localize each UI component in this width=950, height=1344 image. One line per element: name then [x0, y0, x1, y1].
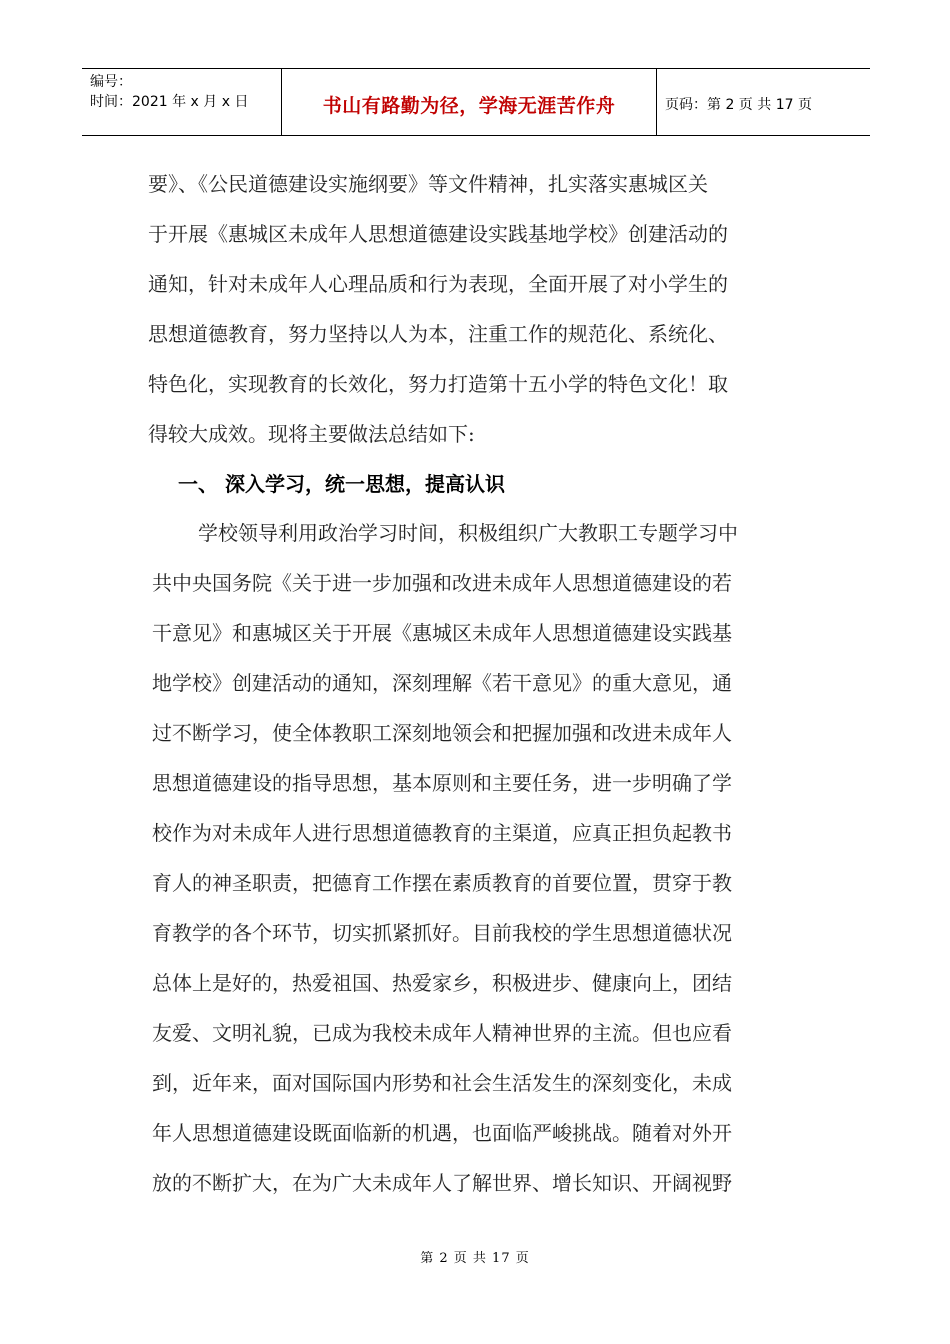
paragraph-line: 校作为对未成年人进行思想道德教育的主渠道，应真正担负起教书: [152, 821, 732, 845]
paragraph-line: 干意见》和惠城区关于开展《惠城区未成年人思想道德建设实践基: [152, 621, 732, 645]
paragraph-line: 育人的神圣职责，把德育工作摆在素质教育的首要位置，贯穿于教: [152, 871, 732, 895]
header-page-cell: [657, 69, 870, 135]
paragraph-line: 得较大成效。现将主要做法总结如下:: [148, 422, 475, 446]
paragraph-line: 特色化，实现教育的长效化，努力打造第十五小学的特色文化！取: [148, 372, 728, 396]
paragraph-line: 要》、《公民道德建设实施纲要》等文件精神，扎实落实惠城区关: [148, 172, 708, 196]
paragraph-line: 于开展《惠城区未成年人思想道德建设实践基地学校》创建活动的: [148, 222, 728, 246]
paragraph-line: 育教学的各个环节，切实抓紧抓好。目前我校的学生思想道德状况: [152, 921, 732, 945]
paragraph-line: 放的不断扩大，在为广大未成年人了解世界、增长知识、开阔视野: [152, 1171, 732, 1195]
paragraph-line: 学校领导利用政治学习时间，积极组织广大教职工专题学习中: [198, 521, 738, 545]
paragraph-line: 思想道德建设的指导思想，基本原则和主要任务，进一步明确了学: [152, 771, 732, 795]
document-time-label: 时间：2021 年 x 月 x 日: [90, 94, 249, 110]
paragraph-line: 友爱、文明礼貌，已成为我校未成年人精神世界的主流。但也应看: [152, 1021, 732, 1045]
header-page-number: 页码：第 2 页 共 17 页: [665, 97, 812, 113]
paragraph-line: 总体上是好的，热爱祖国、热爱家乡，积极进步、健康向上，团结: [152, 971, 732, 995]
paragraph-line: 共中央国务院《关于进一步加强和改进未成年人思想道德建设的若: [152, 571, 732, 595]
paragraph-line: 通知，针对未成年人心理品质和行为表现，全面开展了对小学生的: [148, 272, 728, 296]
document-number-label: 编号：: [90, 74, 132, 90]
header-meta: [82, 69, 282, 135]
paragraph-line: 过不断学习，使全体教职工深刻地领会和把握加强和改进未成年人: [152, 721, 732, 745]
header-motto-cell: [282, 69, 657, 135]
paragraph-line: 到，近年来，面对国际国内形势和社会生活发生的深刻变化，未成: [152, 1071, 732, 1095]
page-header: [82, 68, 870, 136]
section-heading: 一、 深入学习，统一思想，提高认识: [178, 472, 505, 496]
header-motto: 书山有路勤为径，学海无涯苦作舟: [322, 94, 616, 117]
paragraph-line: 地学校》创建活动的通知，深刻理解《若干意见》的重大意见，通: [152, 671, 732, 695]
paragraph-line: 年人思想道德建设既面临新的机遇，也面临严峻挑战。随着对外开: [152, 1121, 732, 1145]
paragraph-line: 思想道德教育，努力坚持以人为本，注重工作的规范化、系统化、: [148, 322, 728, 346]
page-footer: 第 2 页 共 17 页: [420, 1251, 530, 1266]
